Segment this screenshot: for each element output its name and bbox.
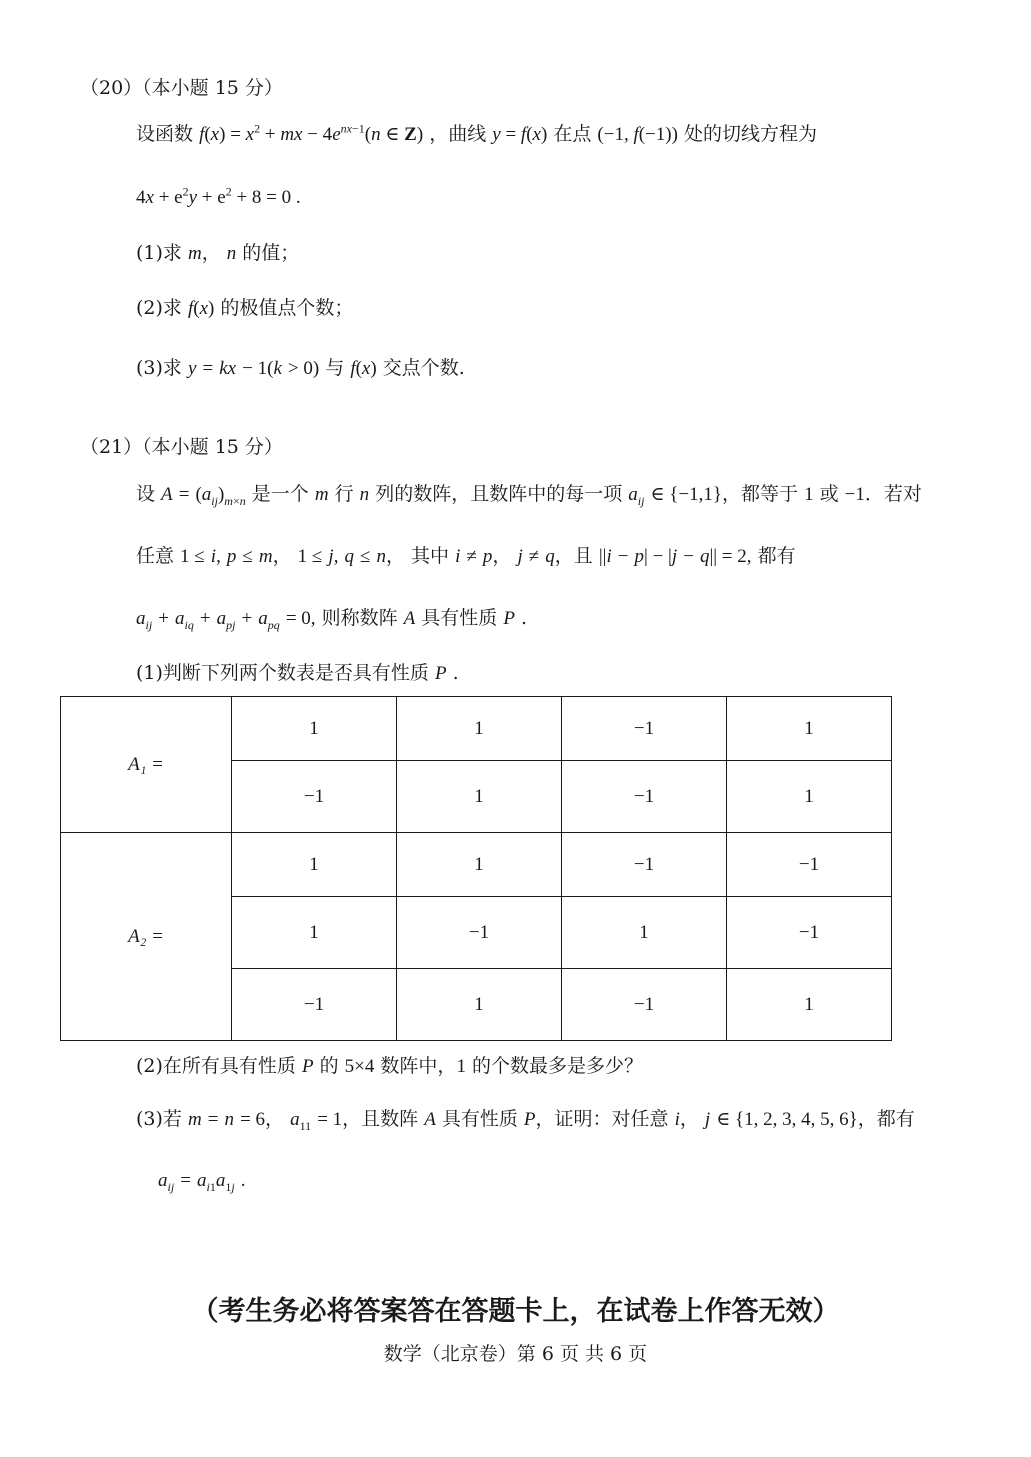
q20-intro-4: 处的切线方程为 <box>683 123 817 145</box>
a1-cell: 1 <box>727 697 892 761</box>
q21-tables <box>60 696 892 1041</box>
q21-part3-equation: $a_{ij} = a_{i1}a_{1j}$ . <box>158 1170 246 1194</box>
a2-cell: 1 <box>232 897 397 969</box>
q20-function-definition: $f(x) = x^2$ + mx − $4e^{nx-1}(n$ ∈ Z) <box>199 121 424 145</box>
a2-row-1 <box>61 833 892 897</box>
a2-cell: −1 <box>727 897 892 969</box>
a1-cell: 1 <box>397 761 562 833</box>
a1-cell: −1 <box>232 761 397 833</box>
q21-line3: $a_{ij} + a_{iq} + a_{pj} + a_{pq} = 0$, 则称数阵 A 具有性质 P . <box>136 607 528 632</box>
a1-cell: 1 <box>727 761 892 833</box>
q20-point: (−1, f(−1)) <box>597 124 678 145</box>
q20-part1: (1)求 m， n 的值； <box>136 242 300 264</box>
a2-cell: 1 <box>397 833 562 897</box>
a2-cell: 1 <box>562 897 727 969</box>
a2-label: A₂ = <box>61 833 232 1041</box>
a1-cell: 1 <box>397 697 562 761</box>
a2-cell: 1 <box>727 969 892 1041</box>
a1-cell: −1 <box>562 697 727 761</box>
q20-intro-2: ，曲线 <box>429 123 487 145</box>
q20-part2: (2)求 f(x) 的极值点个数； <box>136 297 354 319</box>
q20-part3: (3)求 y = kx − 1(k > 0) 与 f(x) 交点个数. <box>136 357 465 379</box>
q20-tangent-equation: $4x + e^2y + e^2 + 8 = 0$ . <box>136 184 301 208</box>
a2-cell: 1 <box>397 969 562 1041</box>
a2-cell: −1 <box>397 897 562 969</box>
q21-line1: 设 $A = (a_{ij})_{m\times n}$ 是一个 m 行 n 列的数阵，且数阵中的每一项 $a_{ij}$ ∈ {−1,1}，都等于 1 或 −1．若对 <box>136 483 922 508</box>
a1-cell: 1 <box>232 697 397 761</box>
a2-cell: −1 <box>562 969 727 1041</box>
a1-cell: −1 <box>562 761 727 833</box>
q21-part3: (3)若 m = n = 6， $a_{11} = 1$，且数阵 A 具有性质 P，证明：对任意 i， j ∈ {1, 2, 3, 4, 5, 6}，都有 <box>136 1108 915 1133</box>
a2-cell: −1 <box>727 833 892 897</box>
q21-part2: (2)在所有具有性质 P 的 5×4 数阵中，1 的个数最多是多少？ <box>136 1055 643 1077</box>
q20-intro-3: 在点 <box>553 123 592 145</box>
q21-part1: (1)判断下列两个数表是否具有性质 P . <box>136 662 459 684</box>
a1-row-1 <box>61 697 892 761</box>
q20-intro-1: 设函数 <box>136 123 194 145</box>
page-footer: 数学（北京卷）第 6 页 共 6 页 <box>383 1343 648 1365</box>
q20-curve: y = f(x) <box>492 124 548 145</box>
a2-cell: 1 <box>232 833 397 897</box>
a2-cell: −1 <box>562 833 727 897</box>
a1-label: A₁ = <box>61 697 232 833</box>
q21-heading: （21）（本小题 15 分） <box>80 436 283 458</box>
q20-stem <box>136 121 817 148</box>
exam-notice: （考生务必将答案答在答题卡上，在试卷上作答无效） <box>191 1296 840 1327</box>
q20-heading: （20）（本小题 15 分） <box>80 77 283 99</box>
a2-cell: −1 <box>232 969 397 1041</box>
q21-line2: 任意 1 ≤ i, p ≤ m， 1 ≤ j, q ≤ n， 其中 i ≠ p， j ≠ q，且 ||i − p| − |j − q|| = 2, 都有 <box>136 545 796 567</box>
